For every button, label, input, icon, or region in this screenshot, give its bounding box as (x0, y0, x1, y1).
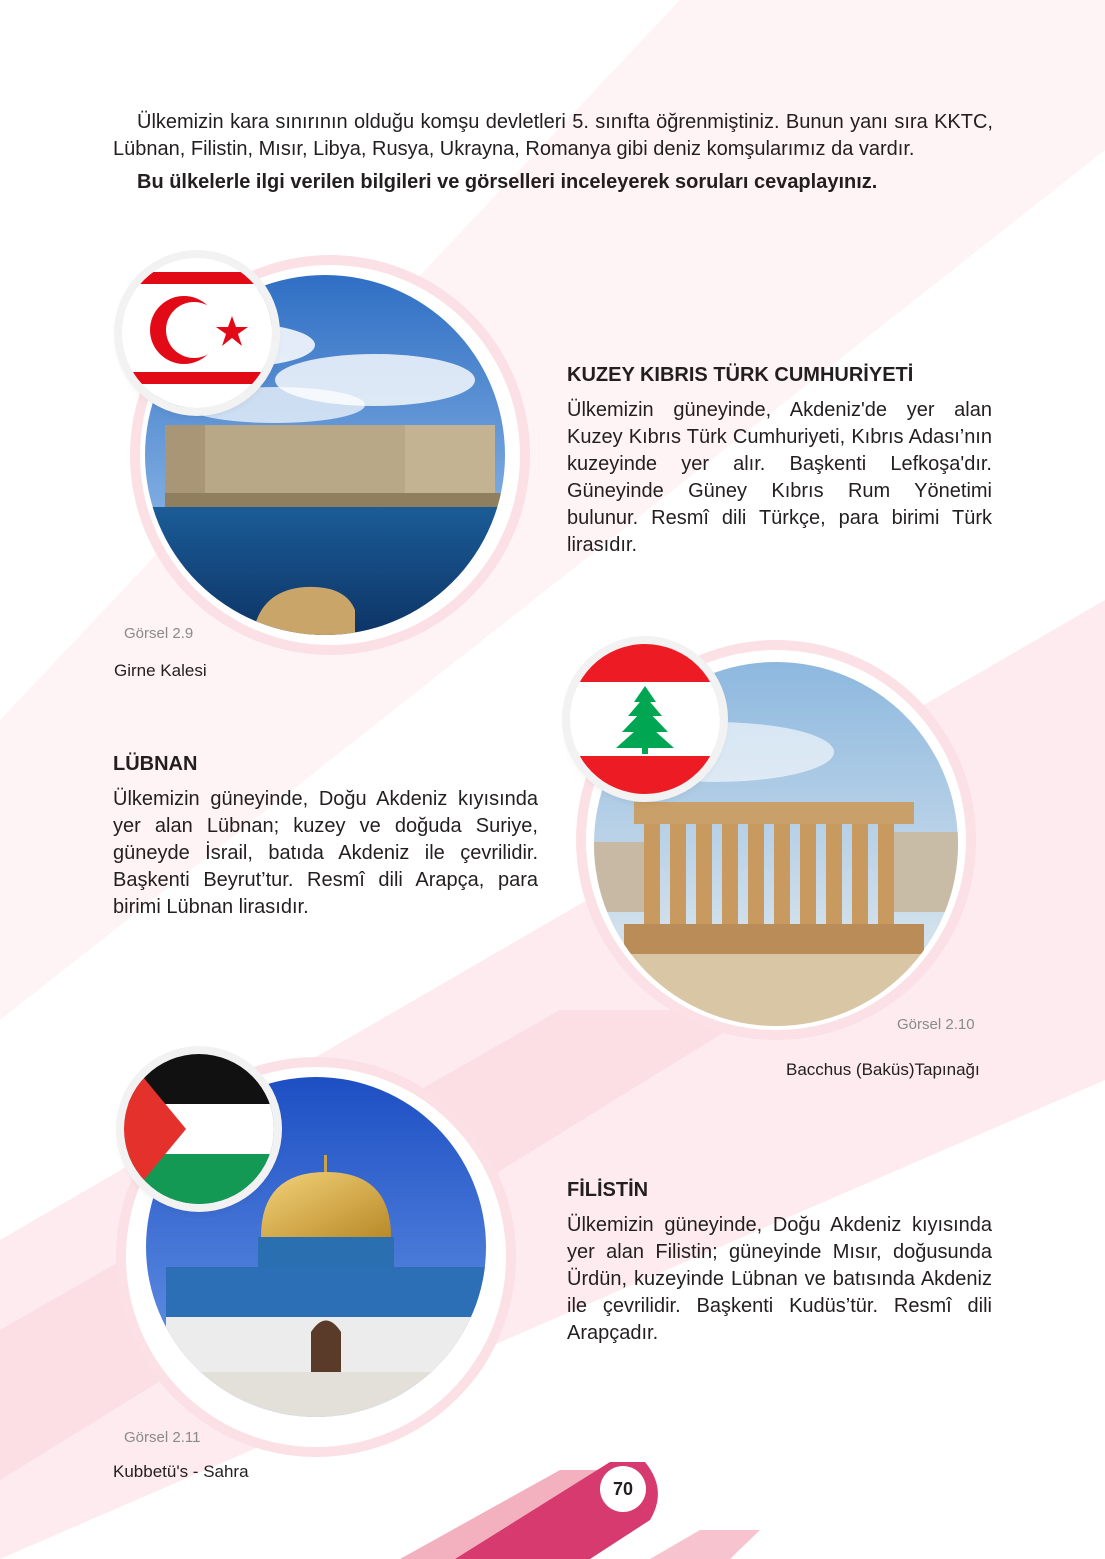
intro-paragraph: Ülkemizin kara sınırının olduğu komşu devletleri 5. sınıfta öğrenmiştiniz. Bunun yanı sıra KKTC, Lübnan, Filistin, Mısır, Libya, Rusya, Ukrayna, Romanya gibi deniz komşularımız da vardır. (113, 111, 993, 160)
intro-block (113, 109, 993, 196)
figure-number-2-11: Görsel 2.11 (124, 1429, 201, 1446)
caption-girne-kalesi: Girne Kalesi (114, 661, 207, 680)
trnc-flag-icon (122, 258, 272, 408)
figure-number-2-10: Görsel 2.10 (897, 1016, 975, 1033)
section-kktc (567, 363, 992, 559)
section-kktc-text: Ülkemizin güneyinde, Akdeniz'de yer alan Kuzey Kıbrıs Türk Cumhuriyeti, Kıbrıs Adası’nın kuzeyinde yer alır. Başkenti Lefkoşa'dır. Güneyinde Güney Kıbrıs Rum Yönetimi bulunur. Resmî dili Türkçe, para birimi Türk lirasıdır. (567, 399, 992, 556)
section-lubnan-text: Ülkemizin güneyinde, Doğu Akdeniz kıyısında yer alan Lübnan; kuzey ve doğuda Suriye, güneyde İsrail, batıda Akdeniz ile çevrilidir. Başkenti Beyrut’tur. Resmî dili Arapça, para birimi Lübnan lirasıdır. (113, 788, 538, 918)
section-lubnan-title: LÜBNAN (113, 753, 198, 775)
section-filistin-text: Ülkemizin güneyinde, Doğu Akdeniz kıyısında yer alan Filistin; güneyinde Mısır, doğusunda Ürdün, kuzeyinde Lübnan ve batısında Akdeniz ile çevrilidir. Başkenti Kudüs’tür. Resmî dili Arapçadır. (567, 1214, 992, 1344)
palestine-flag-icon (124, 1054, 274, 1204)
lebanon-flag-icon (570, 644, 720, 794)
section-filistin (567, 1178, 992, 1347)
figure-number-2-9: Görsel 2.9 (124, 625, 194, 642)
intro-instruction: Bu ülkelerle ilgi verilen bilgileri ve görselleri inceleyerek soruları cevaplayınız. (137, 171, 878, 193)
section-filistin-title: FİLİSTİN (567, 1179, 649, 1201)
section-kktc-title: KUZEY KIBRIS TÜRK CUMHURİYETİ (567, 364, 914, 386)
page-number: 70 (600, 1466, 646, 1512)
section-lubnan (113, 752, 538, 921)
caption-kubbetus-sahra: Kubbetü's - Sahra (113, 1462, 249, 1481)
caption-bacchus-tapinagi: Bacchus (Baküs)Tapınağı (786, 1060, 980, 1079)
